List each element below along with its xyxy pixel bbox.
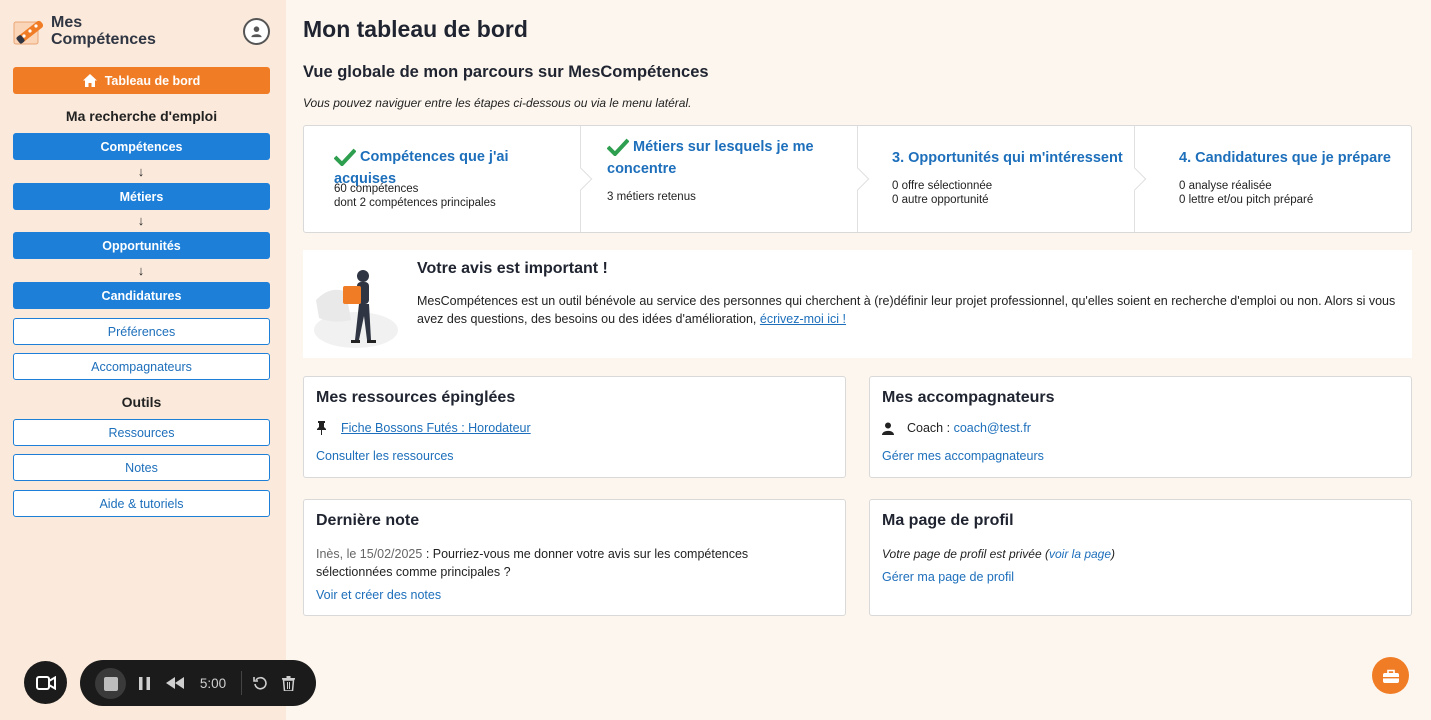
feedback-body: MesCompétences est un outil bénévole au service des personnes qui cherchent à (re)définir leur projet professionnel, qu'elles soient en recherche d'emploi ou non. Alors si vous avez des questions, des besoins ou des idées d'amélioration, xyxy=(417,294,1396,326)
check-icon xyxy=(334,148,356,166)
feedback-text xyxy=(417,292,1397,328)
restart-icon xyxy=(253,676,267,690)
feedback-banner xyxy=(303,250,1412,358)
nav-step-competences[interactable]: Compétences xyxy=(13,133,270,160)
pinned-resources-card xyxy=(303,376,846,478)
step-info-line: 0 lettre et/ou pitch préparé xyxy=(1179,194,1314,206)
page-intro: Vous pouvez naviguer entre les étapes ci-dessous ou via le menu latéral. xyxy=(303,96,692,110)
rewind-button[interactable] xyxy=(164,660,186,706)
profile-privacy-text xyxy=(882,547,1115,561)
job-search-heading: Ma recherche d'emploi xyxy=(65,108,218,124)
stop-icon xyxy=(104,677,118,691)
step-info xyxy=(607,190,696,204)
delete-recording-button[interactable] xyxy=(277,660,299,706)
recording-timer: 5:00 xyxy=(199,675,227,691)
card-title: Mes accompagnateurs xyxy=(882,389,1055,406)
pin-icon xyxy=(316,421,327,435)
step-info xyxy=(1179,179,1313,207)
user-avatar-button[interactable] xyxy=(243,18,270,45)
nav-help-button[interactable]: Aide & tutoriels xyxy=(13,490,270,517)
nav-preferences-button[interactable]: Préférences xyxy=(13,318,270,345)
view-resources-link[interactable]: Consulter les ressources xyxy=(316,449,454,463)
user-icon xyxy=(882,422,894,435)
step-info-line: 3 métiers retenus xyxy=(607,191,696,203)
logo-text xyxy=(51,14,156,48)
pinned-resource-link[interactable]: Fiche Bossons Futés : Horodateur xyxy=(341,421,531,435)
manage-profile-link[interactable]: Gérer ma page de profil xyxy=(882,570,1015,584)
step-info xyxy=(892,179,992,207)
divider xyxy=(241,671,242,695)
last-note-card xyxy=(303,499,846,616)
pause-button[interactable] xyxy=(134,660,154,706)
coach-email-link[interactable]: coach@test.fr xyxy=(953,421,1031,435)
progress-steps xyxy=(303,125,1412,233)
tools-heading: Outils xyxy=(121,394,162,410)
privacy-close: ) xyxy=(1111,547,1116,561)
page-subtitle: Vue globale de mon parcours sur MesCompétences xyxy=(303,63,709,81)
person-carrying-box-illustration xyxy=(311,260,401,350)
app-logo[interactable] xyxy=(12,14,156,48)
arrow-down-icon: ↓ xyxy=(137,213,145,228)
nav-step-candidatures[interactable]: Candidatures xyxy=(13,282,270,309)
sidebar xyxy=(0,0,286,720)
trash-icon xyxy=(282,676,295,691)
privacy-label: Votre page de profil est privée ( xyxy=(882,547,1049,561)
nav-dashboard-label: Tableau de bord xyxy=(104,73,201,88)
nav-notes-button[interactable]: Notes xyxy=(13,454,270,481)
last-note-text xyxy=(316,545,826,581)
video-camera-icon xyxy=(36,676,56,690)
home-icon xyxy=(83,74,97,87)
step-candidatures[interactable] xyxy=(1135,126,1411,232)
step-info-line: dont 2 compétences principales xyxy=(334,197,496,209)
step-info-line: 0 autre opportunité xyxy=(892,194,989,206)
restart-button[interactable] xyxy=(249,660,271,706)
coach-row xyxy=(882,421,1031,435)
rewind-icon xyxy=(166,677,184,689)
step-title xyxy=(607,136,817,180)
nav-step-metiers[interactable]: Métiers xyxy=(13,183,270,210)
arrow-down-icon: ↓ xyxy=(137,164,145,179)
note-body: : Pourriez-vous me donner votre avis sur les compétences sélectionnées comme principales ? xyxy=(316,547,749,579)
page-title: Mon tableau de bord xyxy=(303,16,528,42)
step-info-line: 0 offre sélectionnée xyxy=(892,180,993,192)
view-notes-link[interactable]: Voir et créer des notes xyxy=(316,588,442,602)
step-title: 3. Opportunités qui m'intéressent xyxy=(892,150,1123,166)
step-metiers[interactable] xyxy=(581,126,858,232)
arrow-down-icon: ↓ xyxy=(137,263,145,278)
recorder-toolbar xyxy=(80,660,316,706)
check-icon xyxy=(607,138,629,156)
nav-advisors-button[interactable]: Accompagnateurs xyxy=(13,353,270,380)
feedback-contact-link[interactable]: écrivez-moi ici ! xyxy=(759,312,847,326)
card-title: Ma page de profil xyxy=(882,512,1014,529)
note-meta: Inès, le 15/02/2025 xyxy=(316,547,423,561)
logo-line-2: Compétences xyxy=(51,31,156,48)
step-title-text: Compétences que j'ai acquises xyxy=(334,149,509,187)
step-competences[interactable] xyxy=(304,126,581,232)
manage-advisors-link[interactable]: Gérer mes accompagnateurs xyxy=(882,449,1044,463)
card-title: Dernière note xyxy=(316,512,420,529)
feedback-title: Votre avis est important ! xyxy=(417,260,608,277)
step-info-line: 60 compétences xyxy=(334,183,419,195)
step-title: 4. Candidatures que je prépare xyxy=(1179,150,1391,166)
logo-icon xyxy=(12,14,46,48)
user-icon xyxy=(250,25,263,38)
help-widget-button[interactable] xyxy=(1372,657,1409,694)
profile-page-card xyxy=(869,499,1412,616)
stop-recording-button[interactable] xyxy=(95,668,126,699)
advisors-card xyxy=(869,376,1412,478)
logo-line-1: Mes xyxy=(51,14,83,31)
coach-label: Coach : xyxy=(907,421,951,435)
step-info xyxy=(334,182,496,210)
pause-icon xyxy=(139,677,150,690)
toolbox-icon xyxy=(1383,669,1399,683)
nav-dashboard-button[interactable] xyxy=(13,67,270,94)
nav-resources-button[interactable]: Ressources xyxy=(13,419,270,446)
nav-step-opportunites[interactable]: Opportunités xyxy=(13,232,270,259)
camera-toggle-button[interactable] xyxy=(24,661,67,704)
step-opportunites[interactable] xyxy=(858,126,1135,232)
step-title-text: Métiers sur lesquels je me concentre xyxy=(607,139,814,177)
view-profile-link[interactable]: voir la page xyxy=(1048,547,1112,561)
step-info-line: 0 analyse réalisée xyxy=(1179,180,1272,192)
card-title: Mes ressources épinglées xyxy=(316,389,516,406)
pinned-resource-item xyxy=(316,421,531,435)
